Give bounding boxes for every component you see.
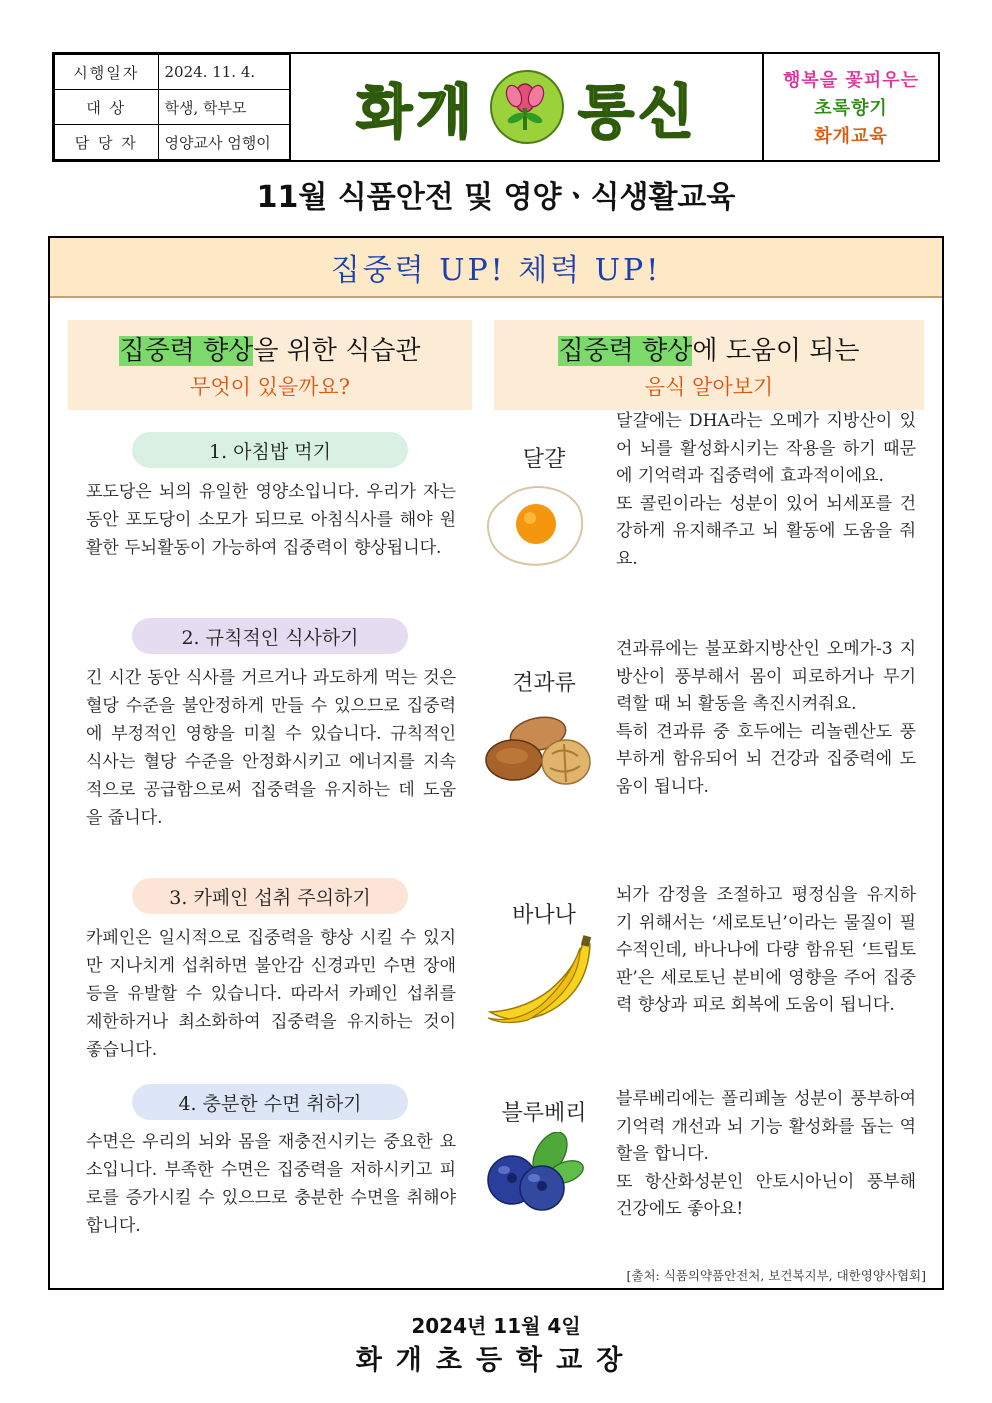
newsletter-header [52, 52, 940, 162]
food-text-blueberry: 블루베리에는 폴리페놀 성분이 풍부하여 기억력 개선과 뇌 기능 활성화를 돕는 역할을 합니다. 또 항산화성분인 안토시아닌이 풍부해 건강에도 좋아요! [616, 1089, 916, 1219]
content-frame [48, 236, 944, 1290]
left-heading-highlight: 집중력 향상 [119, 336, 254, 366]
masthead-left: 화개 [355, 78, 476, 146]
info-table [54, 54, 290, 160]
info-value-date: 2024. 11. 4. [158, 55, 290, 90]
footer-signature: 화개초등학교장 [355, 1345, 637, 1376]
right-heading-rest: 에 도움이 되는 [692, 336, 860, 366]
left-heading-rest: 을 위한 식습관 [253, 336, 421, 366]
main-title: 11월 식품안전 및 영양ㆍ식생활교육 [256, 180, 736, 215]
info-label-target: 대 상 [55, 90, 159, 125]
habit-3-text: 카페인은 일시적으로 집중력을 향상 시킬 수 있지만 지나치게 섭취하면 불안감 신경과민 수면 장애 등을 유발할 수 있습니다. 따라서 카페인 섭취를 제한하거나 최소화하여 집중력을 유지하는 것이 좋습니다. [86, 928, 456, 1060]
masthead-right: 통신 [578, 78, 699, 146]
food-name-nuts: 견과류 [512, 671, 576, 696]
blueberry-icon [484, 1132, 584, 1218]
banana-icon [484, 934, 596, 1026]
footer-date: 2024년 11월 4일 [411, 1314, 581, 1338]
right-column-heading [494, 320, 924, 410]
food-name-egg: 달걀 [522, 447, 566, 472]
nuts-icon [484, 710, 596, 788]
food-text-egg: 달걀에는 DHA라는 오메가 지방산이 있어 뇌를 활성화시키는 작용을 하기 때문에 기억력과 집중력에 효과적이에요. 또 콜린이라는 성분이 있어 뇌세포를 건강하게 유지해주고 뇌 활동에 도움을 줘요. [616, 411, 916, 569]
habit-2-title: 2. 규칙적인 식사하기 [132, 618, 408, 654]
habit-3-title: 3. 카페인 섭취 주의하기 [132, 878, 408, 914]
left-subheading: 무엇이 있을까요? [190, 375, 350, 399]
info-label-author: 담 당 자 [55, 125, 159, 160]
slogan-box [762, 54, 938, 160]
info-value-author: 영양교사 엄행이 [158, 125, 290, 160]
banner [50, 238, 942, 298]
habit-1-text: 포도당은 뇌의 유일한 영양소입니다. 우리가 자는 동안 포도당이 소모가 되므로 아침식사를 해야 원활한 두뇌활동이 가능하여 집중력이 향상됩니다. [86, 482, 456, 558]
banner-text: 집중력 UP! 체력 UP! [330, 253, 662, 288]
food-text-nuts: 견과류에는 불포화지방산인 오메가-3 지방산이 풍부해서 몸이 피로하거나 무기력할 때 뇌 활동을 촉진시켜줘요. 특히 견과류 중 호두에는 리놀렌산도 풍부하게 함유되어 뇌 건강과 집중력에 도움이 됩니다. [616, 639, 916, 797]
source-note: [출처: 식품의약품안전처, 보건복지부, 대한영양사협회] [626, 1268, 926, 1283]
food-name-banana: 바나나 [512, 903, 576, 928]
slogan-line-3: 화개교육 [814, 126, 888, 147]
habit-1-title: 1. 아침밥 먹기 [132, 432, 408, 468]
egg-icon [484, 480, 588, 568]
info-label-date: 시행일자 [55, 55, 159, 90]
masthead [292, 54, 762, 160]
habit-2-text: 긴 시간 동안 식사를 거르거나 과도하게 먹는 것은 혈당 수준을 불안정하게 만들 수 있으므로 집중력에 부정적인 영향을 미칠 수 있습니다. 규칙적인 식사는 혈당 수준을 안정화시키고 에너지를 지속적으로 공급함으로써 집중력을 유지하는 데 도움을 줍니다. [86, 668, 456, 828]
habit-4-title: 4. 충분한 수면 취하기 [132, 1084, 408, 1120]
slogan-line-1: 행복을 꽃피우는 [783, 70, 919, 91]
right-subheading: 음식 알아보기 [644, 375, 774, 399]
habit-4-text: 수면은 우리의 뇌와 몸을 재충전시키는 중요한 요소입니다. 부족한 수면은 집중력을 저하시키고 피로를 증가시킬 수 있으므로 충분한 수면을 취해야 합니다. [86, 1132, 456, 1236]
food-text-banana: 뇌가 감정을 조절하고 평정심을 유지하기 위해서는 ‘세로토닌’이라는 물질이 필수적인데, 바나나에 다량 함유된 ‘트립토판’은 세로토닌 분비에 영향을 주어 집중력 향상과 피로 회복에 도움이 됩니다. [616, 885, 916, 1015]
info-value-target: 학생, 학부모 [158, 90, 290, 125]
food-name-blueberry: 블루베리 [501, 1101, 587, 1126]
slogan-line-2: 초록향기 [814, 98, 888, 119]
left-column-heading [68, 320, 472, 410]
right-heading-highlight: 집중력 향상 [558, 336, 693, 366]
school-flower-logo [490, 70, 564, 144]
